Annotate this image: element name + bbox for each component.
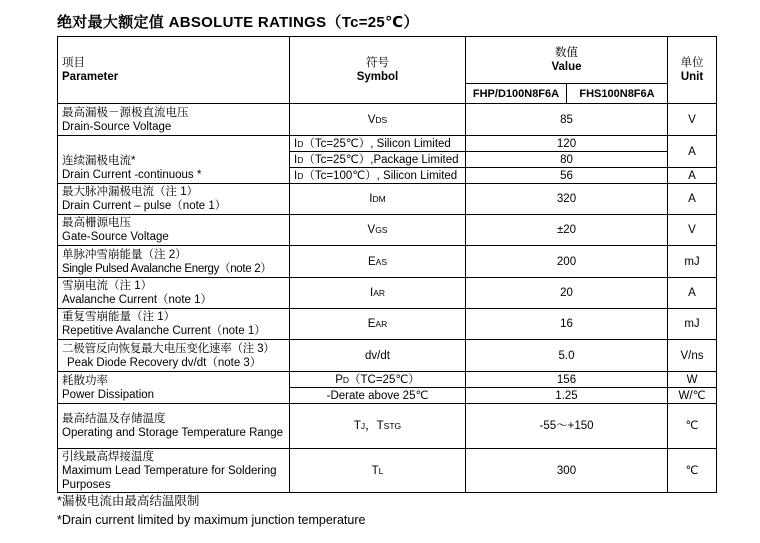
part-number-1: FHP/D100N8F6A — [466, 84, 567, 104]
value-cell: 156 — [466, 372, 668, 388]
unit-cell: A — [668, 136, 717, 168]
unit-cell: A — [668, 184, 717, 215]
symbol-cell — [290, 215, 466, 246]
value-cell: 1.25 — [466, 388, 668, 404]
symbol-cell: dv/dt — [290, 340, 466, 372]
symbol-cell — [290, 246, 466, 278]
param-en: Peak Diode Recovery dv/dt（note 3） — [67, 356, 262, 369]
value-header-cn: 数值 — [555, 47, 578, 59]
symbol-subscript: L — [378, 465, 384, 476]
symbol-condition: （Tc=25℃）,Package Limited — [303, 153, 459, 166]
symbol-subscript: DM — [372, 194, 386, 204]
parameter-cell — [58, 184, 290, 215]
symbol-main: I — [294, 137, 298, 150]
value-cell: 5.0 — [466, 340, 668, 372]
footnote-en: *Drain current limited by maximum junction temperature — [57, 513, 366, 527]
symbol-main: I — [294, 169, 298, 182]
unit-cell: V/ns — [668, 340, 717, 372]
symbol-cell — [290, 152, 466, 168]
param-en: Drain Current – pulse（note 1） — [62, 200, 227, 212]
param-cn: 引线最高焊接温度 — [62, 450, 154, 463]
symbol-cell — [290, 309, 466, 340]
symbol-separator: ， — [365, 420, 377, 432]
param-cn: 重复雪崩能量（注 1） — [62, 311, 176, 323]
param-en: Single Pulsed Avalanche Energy（note 2） — [62, 262, 272, 275]
symbol-cell — [290, 168, 466, 184]
param-cn: 二极管反向恢复最大电压变化速率（注 3） — [62, 342, 275, 355]
symbol-main: E — [367, 255, 376, 268]
unit-cell: W/℃ — [668, 388, 717, 404]
param-cn: 最大脉冲漏极电流（注 1） — [62, 186, 199, 198]
parameter-cell — [58, 449, 290, 493]
unit-cell: A — [668, 278, 717, 309]
parameter-cell — [58, 246, 290, 278]
page-title: 绝对最大额定值 ABSOLUTE RATINGS（Tc=25℃） — [57, 14, 419, 31]
param-cn: 雪崩电流（注 1） — [62, 280, 153, 292]
symbol-main: T — [376, 420, 384, 432]
parameter-header-en: Parameter — [62, 71, 119, 83]
symbol-cell — [290, 278, 466, 309]
param-cn: 耗散功率 — [62, 375, 108, 387]
symbol-subscript: D — [297, 154, 304, 165]
unit-cell: V — [668, 215, 717, 246]
symbol-cell — [290, 136, 466, 152]
table-row — [58, 278, 717, 309]
parameter-cell — [58, 404, 290, 449]
value-cell: ±20 — [466, 215, 668, 246]
symbol-cell: -Derate above 25℃ — [290, 388, 466, 404]
value-header-en: Value — [551, 61, 582, 73]
param-cn: 连续漏极电流* — [62, 155, 136, 167]
value-cell: 85 — [466, 104, 668, 136]
param-en: Repetitive Avalanche Current（note 1） — [62, 325, 266, 337]
symbol-main: I — [369, 287, 374, 299]
table-row — [58, 246, 717, 278]
parameter-header — [58, 37, 290, 104]
symbol-subscript: D — [297, 170, 304, 181]
unit-cell: mJ — [668, 309, 717, 340]
symbol-main: I — [294, 153, 298, 166]
unit-cell: V — [668, 104, 717, 136]
symbol-main: P — [335, 373, 343, 386]
parameter-header-cn: 项目 — [62, 57, 85, 69]
parameter-cell — [58, 309, 290, 340]
symbol-main: T — [371, 464, 379, 477]
symbol-main: V — [367, 224, 376, 236]
table-row — [58, 136, 717, 152]
unit-header-cn: 单位 — [680, 57, 704, 69]
unit-cell: ℃ — [668, 404, 717, 449]
symbol-header — [290, 37, 466, 104]
unit-cell: W — [668, 372, 717, 388]
table-row — [58, 372, 717, 388]
parameter-cell — [58, 278, 290, 309]
symbol-condition: （Tc=100℃）, Silicon Limited — [303, 169, 458, 182]
unit-cell: mJ — [668, 246, 717, 278]
table-row — [58, 215, 717, 246]
symbol-subscript: D — [342, 374, 350, 385]
symbol-subscript: AR — [373, 288, 385, 298]
unit-cell: ℃ — [668, 449, 717, 493]
value-cell: 16 — [466, 309, 668, 340]
param-cn: 最高栅源电压 — [62, 217, 131, 229]
param-en: Drain-Source Voltage — [62, 120, 172, 133]
param-en: Gate-Source Voltage — [62, 231, 169, 243]
symbol-main: V — [367, 113, 376, 126]
table-row — [58, 340, 717, 372]
table-row — [58, 404, 717, 449]
symbol-header-cn: 符号 — [366, 57, 389, 69]
symbol-header-en: Symbol — [356, 71, 399, 83]
absolute-ratings-table — [57, 36, 717, 493]
symbol-cell — [290, 184, 466, 215]
parameter-cell — [58, 372, 290, 404]
symbol-cell — [290, 104, 466, 136]
symbol-subscript: GS — [375, 225, 388, 235]
symbol-cell — [290, 372, 466, 388]
value-cell: 300 — [466, 449, 668, 493]
symbol-condition: （TC=25℃） — [349, 373, 420, 386]
symbol-cell — [290, 404, 466, 449]
value-cell: 56 — [466, 168, 668, 184]
symbol-subscript: DS — [375, 114, 388, 125]
unit-cell: A — [668, 168, 717, 184]
param-en: Drain Current -continuous * — [62, 169, 202, 181]
param-en: Maximum Lead Temperature for Soldering Purposes — [62, 464, 277, 491]
table-row — [58, 449, 717, 493]
symbol-subscript: STG — [383, 421, 402, 431]
parameter-cell — [58, 215, 290, 246]
table-row — [58, 184, 717, 215]
value-header — [466, 37, 668, 84]
symbol-subscript: AR — [375, 319, 388, 329]
symbol-main: I — [369, 193, 373, 205]
symbol-subscript: D — [297, 138, 304, 149]
symbol-condition: （Tc=25℃）, Silicon Limited — [303, 137, 451, 150]
symbol-main: E — [367, 318, 376, 330]
table-row — [58, 104, 717, 136]
value-cell: -55～+150 — [466, 404, 668, 449]
symbol-cell — [290, 449, 466, 493]
parameter-cell — [58, 340, 290, 372]
footnote-cn: *漏极电流由最高结温限制 — [57, 494, 200, 508]
value-cell: 120 — [466, 136, 668, 152]
value-cell: 20 — [466, 278, 668, 309]
parameter-cell — [58, 104, 290, 136]
param-en: Operating and Storage Temperature Range — [62, 427, 283, 439]
param-en: Power Dissipation — [62, 389, 155, 401]
part-number-2: FHS100N8F6A — [567, 84, 668, 104]
param-cn: 最高结温及存储温度 — [62, 413, 166, 425]
value-cell: 200 — [466, 246, 668, 278]
param-cn: 最高漏极－源极直流电压 — [62, 106, 189, 119]
table-row — [58, 309, 717, 340]
header-row — [58, 37, 717, 84]
unit-header — [668, 37, 717, 104]
param-cn: 单脉冲雪崩能量（注 2） — [62, 248, 187, 261]
unit-header-en: Unit — [680, 71, 704, 83]
symbol-subscript: J — [360, 421, 366, 431]
symbol-subscript: AS — [375, 256, 387, 267]
param-en: Avalanche Current（note 1） — [62, 294, 213, 306]
value-cell: 80 — [466, 152, 668, 168]
value-cell: 320 — [466, 184, 668, 215]
symbol-main: T — [353, 420, 361, 432]
parameter-cell — [58, 136, 290, 184]
